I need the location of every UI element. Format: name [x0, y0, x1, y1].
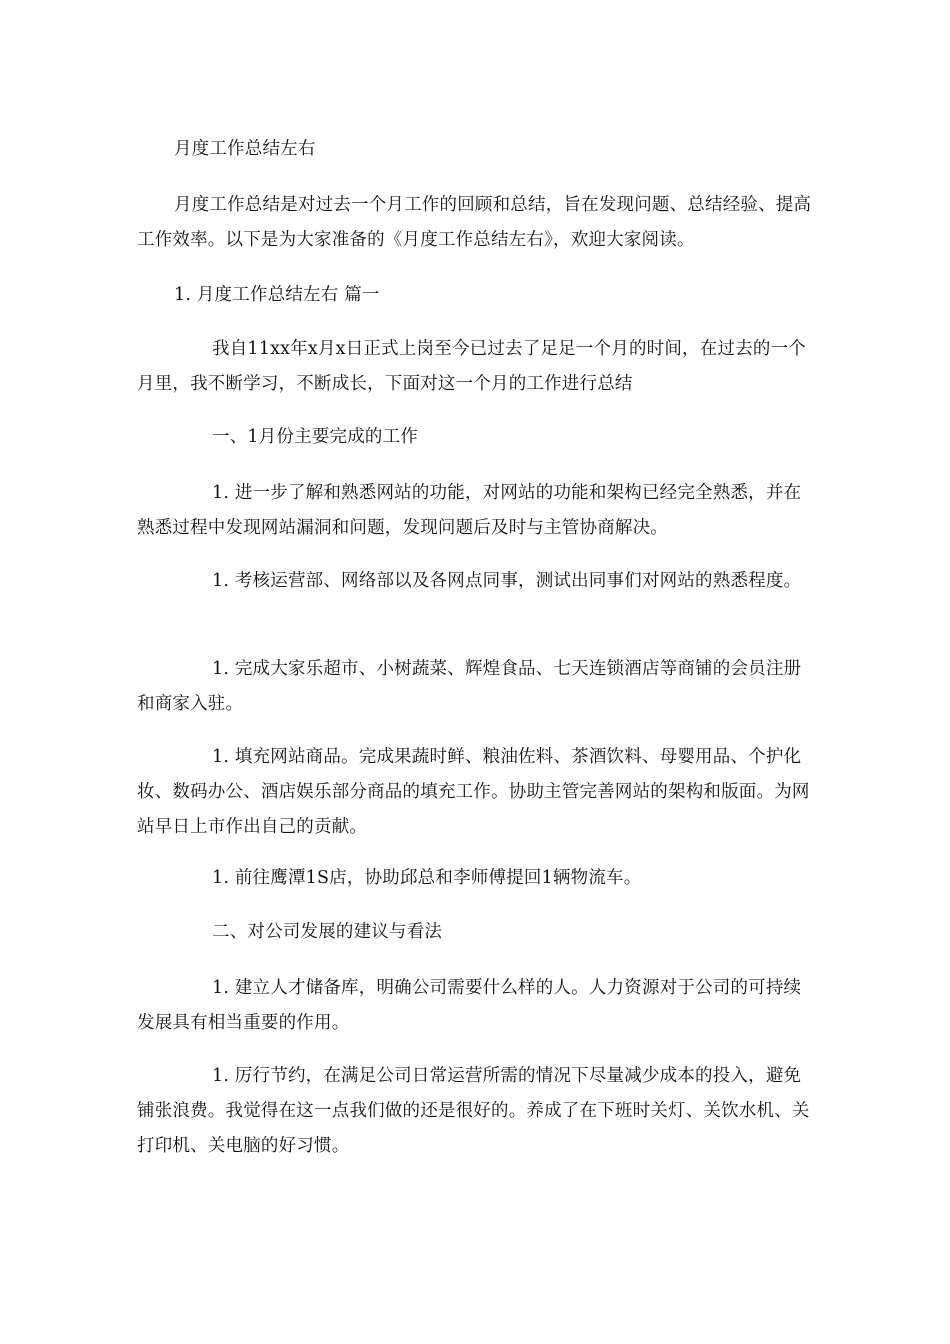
- part2-heading: 二、对公司发展的建议与看法: [212, 922, 443, 942]
- list-item: 1. 前往鹰潭1S店，协助邱总和李师傅提回1辆物流车。: [212, 868, 642, 888]
- list-item: 1. 完成大家乐超市、小树蔬菜、辉煌食品、七天连锁酒店等商铺的会员注册和商家入驻。: [137, 659, 802, 714]
- list-item: 1. 填充网站商品。完成果蔬时鲜、粮油佐料、茶酒饮料、母婴用品、个护化妆、数码办公、酒店娱乐部分商品的填充工作。协助主管完善网站的架构和版面。为网站早日上市作出自己的贡献。: [137, 747, 810, 837]
- list-item: 1. 进一步了解和熟悉网站的功能，对网站的功能和架构已经完全熟悉，并在熟悉过程中发现网站漏洞和问题，发现问题后及时与主管协商解决。: [137, 483, 802, 538]
- section-heading: 1. 月度工作总结左右 篇一: [174, 285, 380, 305]
- list-item: 1. 建立人才储备库，明确公司需要什么样的人。人力资源对于公司的可持续发展具有相当重要的作用。: [137, 978, 802, 1033]
- opening-paragraph: 我自11xx年x月x日正式上岗至今已过去了足足一个月的时间，在过去的一个月里，我不断学习，不断成长，下面对这一个月的工作进行总结: [137, 339, 806, 394]
- list-item: 1. 考核运营部、网络部以及各网点同事，测试出同事们对网站的熟悉程度。: [212, 571, 802, 591]
- part1-heading: 一、1月份主要完成的工作: [212, 427, 419, 447]
- list-item: 1. 厉行节约，在满足公司日常运营所需的情况下尽量减少成本的投入，避免铺张浪费。我觉得在这一点我们做的还是很好的。养成了在下班时关灯、关饮水机、关打印机、关电脑的好习惯。: [137, 1066, 810, 1156]
- intro-paragraph: 月度工作总结是对过去一个月工作的回顾和总结，旨在发现问题、总结经验、提高工作效率。以下是为大家准备的《月度工作总结左右》，欢迎大家阅读。: [137, 195, 812, 250]
- document-title: 月度工作总结左右: [174, 139, 316, 159]
